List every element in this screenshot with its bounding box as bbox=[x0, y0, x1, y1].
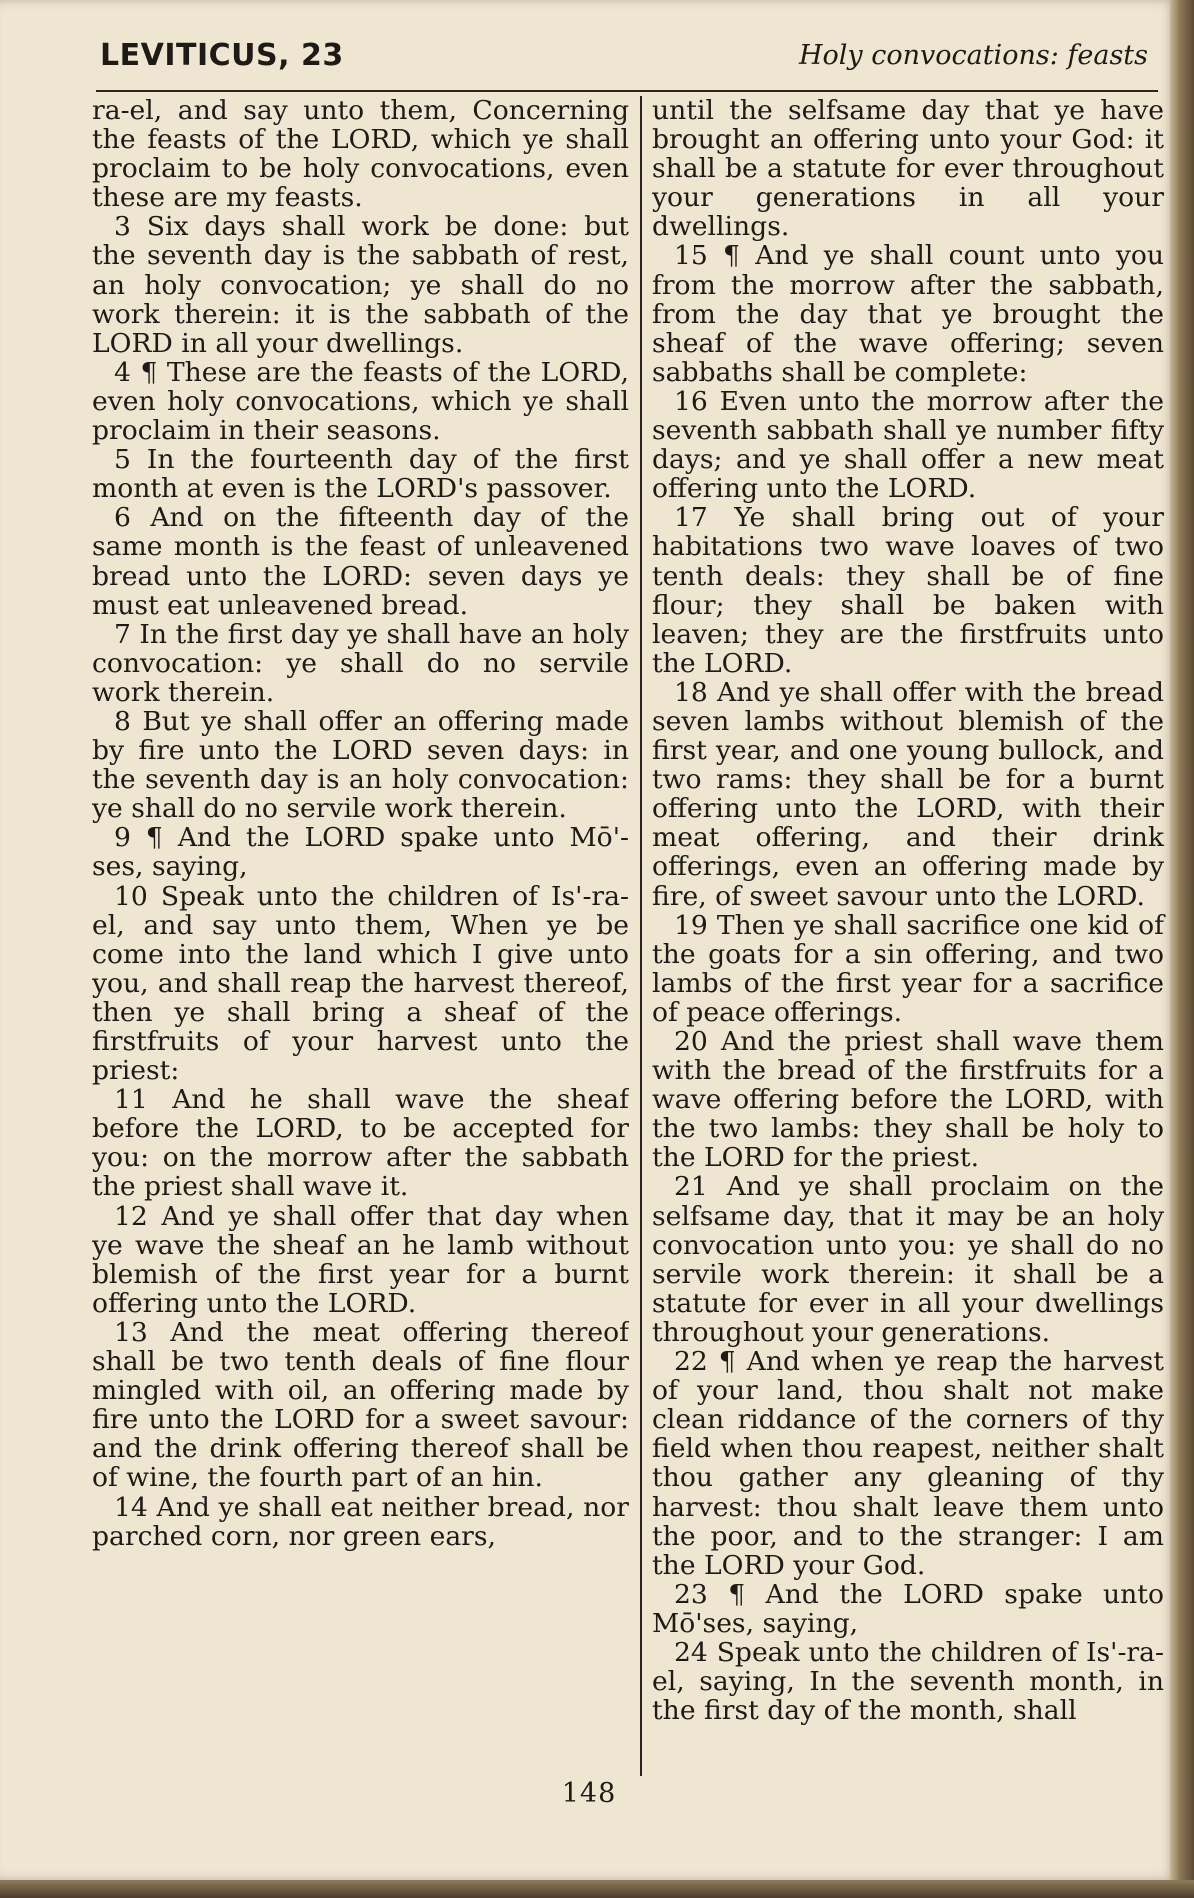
verse-5: 5 In the fourteenth day of the first month at even is the LORD's passover. bbox=[92, 444, 629, 505]
verse-15: 15 ¶ And ye shall count unto you from the morrow after the sabbath, from the day that ye brought the sheaf of the wave offering; seven sabbaths shall be complete: bbox=[652, 240, 1164, 388]
verse-9: 9 ¶ And the LORD spake unto Mō'-ses, saying, bbox=[92, 822, 629, 883]
verse-7: 7 In the first day ye shall have an holy convocation: ye shall do no servile work therein. bbox=[92, 618, 629, 708]
verse-20: 20 And the priest shall wave them with the bread of the firstfruits for a wave offering before the LORD, with the two lambs: they shall be holy to the LORD for the priest. bbox=[652, 1026, 1164, 1174]
verse-6: 6 And on the fifteenth day of the same month is the feast of unleavened bread unto the LORD: seven days ye must eat unleavened bread. bbox=[92, 502, 629, 621]
verse-18: 18 And ye shall offer with the bread seven lambs without blemish of the first year, and one young bullock, and two rams: they shall be for a burnt offering unto the LORD, with their meat offering, and their drink offerings, even an offering made by fire, of sweet savour unto the LORD. bbox=[652, 676, 1164, 912]
verse-4: 4 ¶ These are the feasts of the LORD, even holy convocations, which ye shall proclaim in their seasons. bbox=[92, 356, 629, 447]
verse-11: 11 And he shall wave the sheaf before the LORD, to be accepted for you: on the morrow after the sabbath the priest shall wave it. bbox=[92, 1084, 629, 1203]
verse-24: 24 Speak unto the children of Is'-ra-el, saying, In the seventh month, in the first day of the month, shall bbox=[652, 1636, 1164, 1727]
column-divider bbox=[640, 96, 642, 1776]
column-left bbox=[92, 96, 629, 1774]
page-number: 148 bbox=[561, 1778, 617, 1809]
verse-13: 13 And the meat offering thereof shall be two tenth deals of fine flour mingled with oil, an offering made by fire unto the LORD for a sweet savour: and the drink offering thereof shall be of wine, the fourth part of an hin. bbox=[92, 1316, 629, 1494]
verse-10: 10 Speak unto the children of Is'-ra-el, and say unto them, When ye be come into the land which I give unto you, and shall reap the harvest thereof, then ye shall bring a sheaf of the firstfruits of your harvest unto the priest: bbox=[92, 880, 629, 1087]
page-edge-right bbox=[1170, 0, 1194, 1898]
verse-21: 21 And ye shall proclaim on the selfsame day, that it may be an holy convocation unto you: ye shall do no servile work therein: it shall be a statute for ever in all your dwellings throughout your generations. bbox=[652, 1171, 1164, 1348]
column-right bbox=[652, 96, 1170, 1774]
verse-16: 16 Even unto the morrow after the seventh sabbath shall ye number fifty days; and ye shall offer a new meat offering unto the LORD. bbox=[652, 385, 1164, 505]
page-header bbox=[100, 32, 1148, 82]
verse-14: 14 And ye shall eat neither bread, nor parched corn, nor green ears, bbox=[92, 1491, 629, 1552]
running-head: Holy convocations: feasts bbox=[798, 40, 1148, 71]
verse-3: 3 Six days shall work be done: but the seventh day is the sabbath of rest, an holy convocation; ye shall do no work therein: it is the sabbath of the LORD in all your dwellings. bbox=[92, 211, 629, 359]
verse-continuation: ra-el, and say unto them, Concerning the feasts of the LORD, which ye shall proclaim to be holy convocations, even these are my feasts. bbox=[92, 96, 629, 214]
verse-23: 23 ¶ And the LORD spake unto Mō'ses, saying, bbox=[652, 1578, 1164, 1639]
verse-12: 12 And ye shall offer that day when ye wave the sheaf an he lamb without blemish of the first year for a burnt offering unto the LORD. bbox=[92, 1200, 629, 1319]
header-rule bbox=[96, 90, 1158, 92]
page-edge-bottom bbox=[0, 1880, 1194, 1898]
verse-19: 19 Then ye shall sacrifice one kid of the goats for a sin offering, and two lambs of the first year for a sacrifice of peace offerings. bbox=[652, 909, 1164, 1028]
verse-22: 22 ¶ And when ye reap the harvest of your land, thou shalt not make clean riddance of the corners of thy field when thou reapest, neither shalt thou gather any gleaning of thy harvest: thou shalt leave them unto the poor, and to the stranger: I am the LORD your God. bbox=[652, 1346, 1164, 1581]
verse-14-continuation: until the selfsame day that ye have brought an offering unto your God: it shall be a statute for ever throughout your generations in all your dwellings. bbox=[652, 96, 1164, 243]
verse-8: 8 But ye shall offer an offering made by fire unto the LORD seven days: in the seventh day is an holy convocation: ye shall do no servile work therein. bbox=[92, 705, 629, 825]
verse-17: 17 Ye shall bring out of your habitations two wave loaves of two tenth deals: they shall be of fine flour; they shall be baken with leaven; they are the firstfruits unto the LORD. bbox=[652, 502, 1164, 679]
book-chapter-title: LEVITICUS, 23 bbox=[100, 38, 344, 73]
